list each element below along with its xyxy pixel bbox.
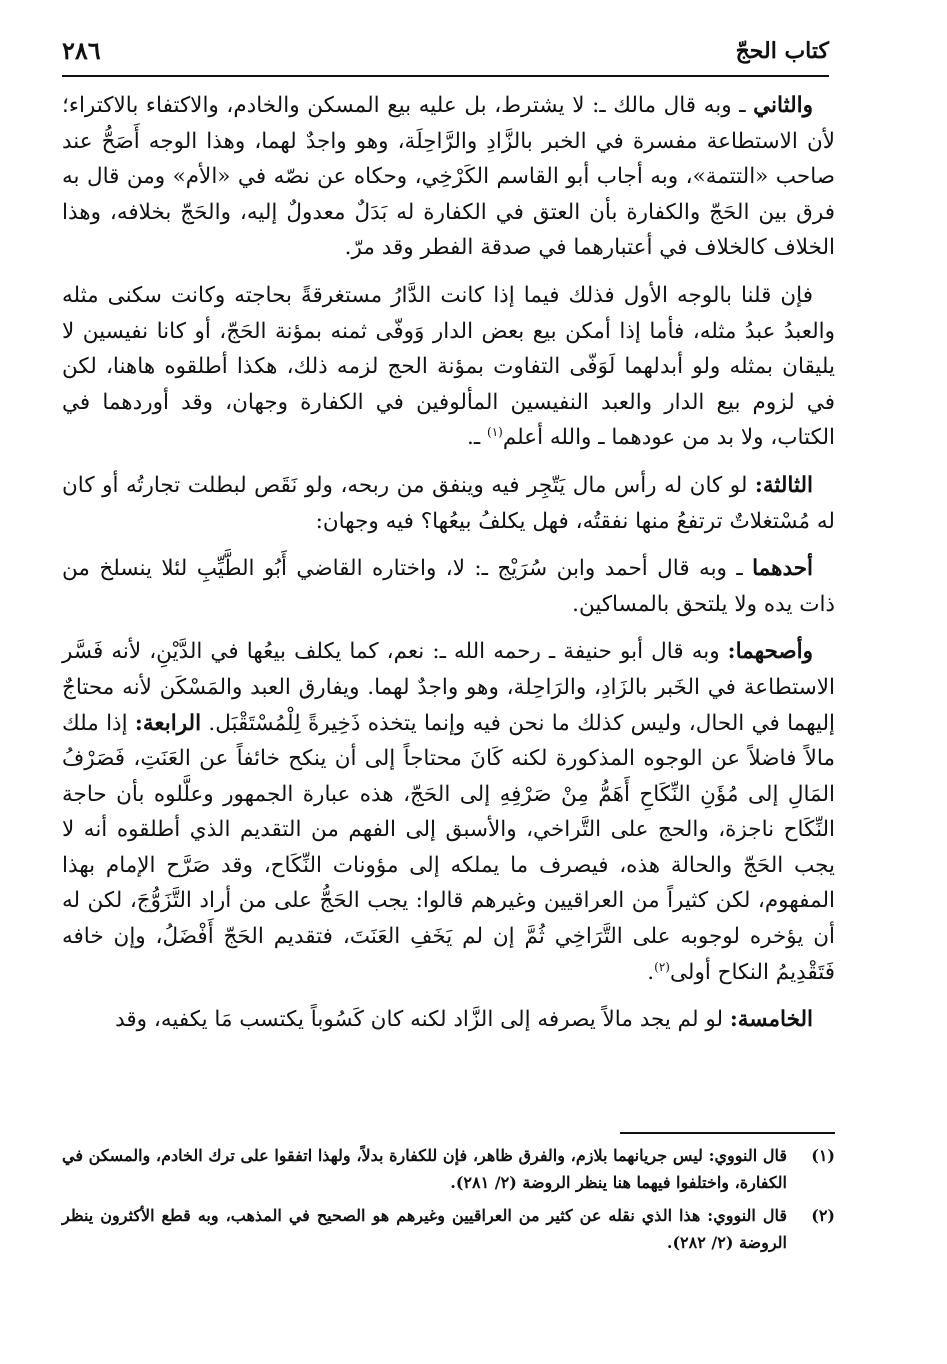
lead-word: أحدهما xyxy=(752,556,813,582)
lead-word-fourth: الرابعة: xyxy=(134,710,202,736)
paragraph-one-of-them xyxy=(62,551,835,622)
page-number: ٢٨٦ xyxy=(62,36,101,65)
lead-word: الخامسة: xyxy=(729,1007,813,1033)
footnote-number: (١) xyxy=(811,1146,835,1165)
page-header xyxy=(62,30,829,70)
paragraph-third xyxy=(62,468,835,539)
footnote-2 xyxy=(62,1202,835,1256)
paragraph-text: وبه قال أبو حنيفة ـ رحمه الله ـ: نعم، كما يكلف بيعُها في الدَّيْنِ، لأنه فَسَّر الاستطاعة في الخَبر بالزَادِ، والرَاحِلة، وهو واجدٌ لهما. ويفارق العبد والمَسْكَن لأنه محتاجٌ إليهما في الحال، وليس كذلك ما نحن فيه وإنما يتخذه ذَخِيرةً لِلْمُسْتَقْبَل. xyxy=(62,639,835,736)
paragraph-first-view xyxy=(62,278,835,456)
footnote-ref-1[interactable]: (١) xyxy=(487,425,503,440)
paragraph-text: فإن قلنا بالوجه الأول فذلك فيما إذا كانت الدَّارُ مستغرقةً بحاجته وكانت سكنى مثله والعبدُ عبدُ مثله، فأما إذا أمكن بيع بعض الدار وَوفّى ثمنه بمؤنة الحَجّ، أو كانا نفيسين لا يليقان بمثله ولو أبدلهما لَوَفّى التفاوت بمؤنة الحج لزمه ذلك، هكذا أطلقوه هاهنا، لكن في لزوم بيع الدار والعبد النفيسين المألوفين في الكفارة وجهان، وقد أوردهما في الكتاب، ولا بد من عودهما ـ والله أعلم xyxy=(62,282,835,451)
paragraph-text: لو لم يجد مالاً يصرفه إلى الزَّاد لكنه كان كَسُوباً يكتسب مَا يكفيه، وقد xyxy=(115,1007,730,1033)
footnote-number: (٢) xyxy=(811,1206,835,1225)
paragraph-fifth xyxy=(62,1002,835,1038)
paragraph-text: لو كان له رأس مال يَتّجِر فيه وينفق من ربحه، ولو نَقَص لبطلت تجارتُه أو كان له مُسْتغلاتٌ ترتفعُ منها نفقتُه، فهل يكلفُ بيعُها؟ فيه وجهان: xyxy=(62,472,835,534)
footnote-rule xyxy=(620,1132,835,1134)
main-text xyxy=(62,88,835,1050)
paragraph-second xyxy=(62,88,835,266)
paragraph-text: ـ وبه قال مالك ـ: لا يشترط، بل عليه بيع المسكن والخادم، والاكتفاء بالاكتراء؛ لأن الاستطاعة مفسرة في الخبر بالزَّادِ والرَّاحِلَة، وهو واجدٌ لهما، وهذا الوجه أَصَحُّ عند صاحب «التتمة»، وبه أجاب أبو القاسم الكَرْخِي، وحكاه عن نصّه في «الأم» ومن قال به فرق بين الحَجّ والكفارة بأن العتق في الكفارة له بَدَلٌ معدولٌ إليه، والحَجّ بخلافه، وهذا الخلاف كالخلاف في أعتبارهما في صدقة الفطر وقد مرّ. xyxy=(62,93,835,261)
paragraph-most-correct xyxy=(62,634,835,990)
paragraph-tail: ـ. xyxy=(467,425,487,451)
paragraph-text: ـ وبه قال أحمد وابن سُرَيْج ـ: لا، واختاره القاضي أَبُو الطَّيِّبِ لئلا ينسلخ من ذات يده ولا يلتحق بالمساكين. xyxy=(62,556,835,617)
lead-word: وأصحهما: xyxy=(727,639,813,665)
running-title: كتاب الحجّ xyxy=(735,38,829,64)
footnote-text: قال النووي: ليس جريانهما بلازم، والفرق ظاهر، فإن للكفارة بدلاً، ولهذا اتفقوا على ترك الخادم، والمسكن في الكفارة، واختلفوا فيهما هنا ينظر الروضة (٢/ ٢٨١). xyxy=(62,1146,787,1192)
footnote-1 xyxy=(62,1142,835,1196)
footnote-text: قال النووي: هذا الذي نقله عن كثير من العراقيين وغيرهم هو الصحيح في المذهب، وبه قطع الأكثرون ينظر الروضة (٢/ ٢٨٢). xyxy=(62,1206,787,1252)
footnote-ref-2[interactable]: (٢) xyxy=(654,959,670,974)
paragraph-tail: . xyxy=(647,959,655,985)
lead-word: والثاني xyxy=(753,93,813,118)
header-rule xyxy=(62,75,829,77)
lead-word: الثالثة: xyxy=(754,472,813,498)
paragraph-text-fourth: إذا ملك مالاً فاضلاً عن الوجوه المذكورة لكنه كَانَ محتاجاً إلى أن ينكح خائفاً عن العَنَتِ، فَصَرْفُ المَالِ إلى مُؤَنِ النِّكَاحِ أَهَمُّ مِنْ صَرْفِهِ إلى الحَجّ، هذه عبارة الجمهور وعلَّلوه بأن حاجة النِّكَاح ناجزة، والحج على التَّراخي، والأسبق إلى الفهم من التقديم الذي أطلقوه أنه لا يجب الحَجّ والحالة هذه، فيصرف ما يملكه إلى مؤونات النِّكَاح، وقد صَرَّح الإمام بهذا المفهوم، لكن كثيراً من العراقيين وغيرهم قالوا: يجب الحَجُّ على من أراد التَّزَوُّجَ، لكن له أن يؤخره لوجوبه على التَّرَاخِي ثُمَّ إن لم يَخَفِ العَنَتَ، فتقديم الحَجّ أَفْضَلُ، وإن خافه فَتَقْدِيمُ النكاح أولى xyxy=(62,710,835,985)
footnotes xyxy=(62,1142,835,1262)
